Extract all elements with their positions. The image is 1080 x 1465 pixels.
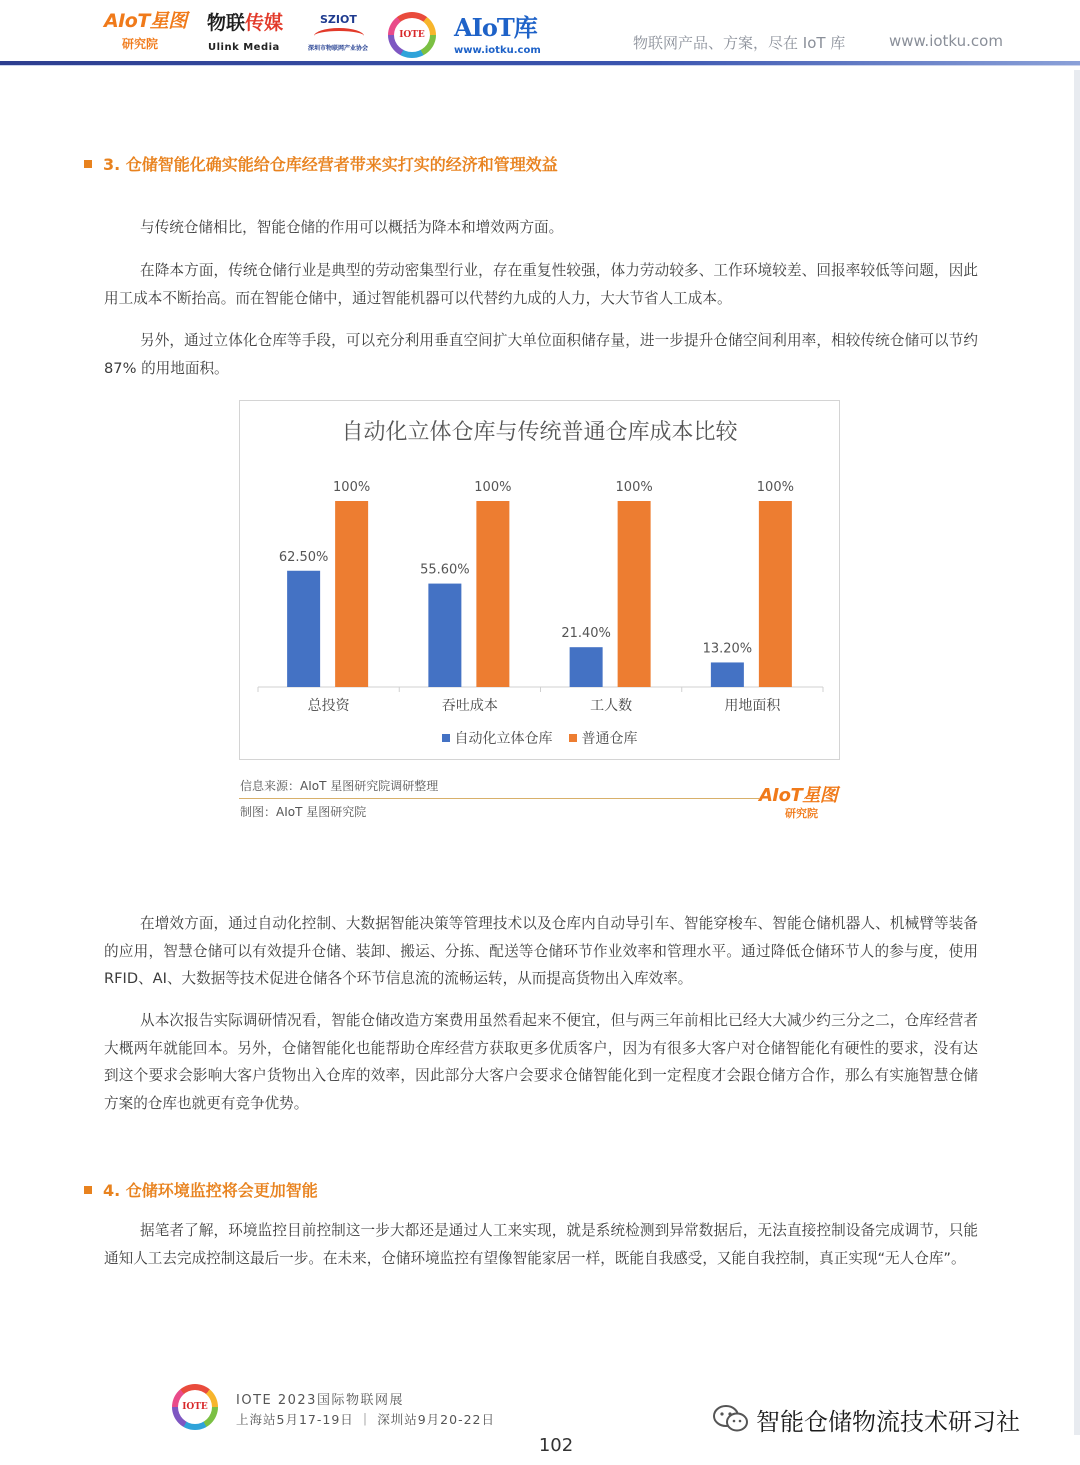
bar-traditional (476, 501, 509, 687)
paragraph: 与传统仓储相比，智能仓储的作用可以概括为降本和增效两方面。 (140, 219, 564, 236)
chart-title: 自动化立体仓库与传统普通仓库成本比较 (341, 420, 738, 445)
bar-value-label: 100% (756, 480, 794, 495)
bar-value-label: 100% (333, 480, 371, 495)
section-4-heading-text: 4. 仓储环境监控将会更加智能 (103, 1181, 318, 1200)
aiotku-logo-url: www.iotku.com (454, 45, 541, 56)
aiotku-logo-text: AIoT库 (454, 13, 537, 42)
iote-footer-logo (172, 1384, 218, 1430)
footer-expo-dates: 上海站5月17-19日 ｜ 深圳站9月20-22日 (236, 1412, 495, 1427)
section-3-heading-text: 3. 仓储智能化确实能给仓库经营者带来实打实的经济和管理效益 (103, 155, 558, 174)
legend-label: 普通仓库 (581, 731, 638, 747)
ulink-logo-subtext: Ulink Media (208, 42, 280, 53)
ulink-logo-text: 物联传媒 (207, 12, 284, 34)
chart-source (239, 777, 840, 823)
aiot-star-logo-subtext: 研究院 (122, 37, 159, 51)
bar-automated (711, 662, 744, 687)
aiotku-logo (452, 12, 542, 56)
legend-swatch-blue-icon (442, 734, 450, 742)
aiot-star-small-logo-subtext: 研究院 (785, 807, 818, 820)
bar-value-label: 100% (474, 480, 512, 495)
sziot-logo-subtext: 深圳市物联网产业协会 (308, 45, 369, 52)
bar-value-label: 62.50% (278, 549, 329, 565)
legend-label: 自动化立体仓库 (454, 731, 553, 747)
sziot-logo-text: SZIOT (320, 13, 357, 26)
bar-automated (287, 571, 320, 687)
sziot-swoosh-icon (314, 28, 364, 44)
bar-automated (428, 584, 461, 687)
cost-comparison-chart (239, 400, 840, 760)
bar-value-label: 100% (615, 480, 653, 495)
iote-footer-logo-text: IOTE (178, 1390, 212, 1424)
paragraph: 在降本方面，传统仓储行业是典型的劳动密集型行业，存在重复性较强，体力劳动较多、工作环境较差、回报率较低等问题，因此用工成本不断抬高。而在智能仓储中，通过智能机器可以代替约九成的人力，大大节省人工成本。 (104, 262, 978, 307)
paragraph: 据笔者了解，环境监控目前控制这一步大都还是通过人工来实现，就是系统检测到异常数据后，无法直接控制设备完成调节，只能通知人工去完成控制这最后一步。在未来，仓储环境监控有望像智能家居一样，既能自我感受，又能自我控制，真正实现“无人仓库”。 (104, 1222, 978, 1267)
chart-legend (240, 728, 839, 748)
footer-expo-title: IOTE 2023国际物联网展 (236, 1393, 404, 1408)
header-url-link[interactable]: www.iotku.com (889, 32, 1003, 50)
legend-item (569, 728, 638, 748)
x-tick-label: 吞吐成本 (441, 698, 498, 714)
chart-credit-text: 制图：AIoT 星图研究院 (240, 805, 367, 819)
page-edge-shadow (1074, 70, 1080, 1435)
heading-square-icon (84, 160, 92, 168)
bar-traditional (618, 501, 651, 687)
bar-automated (570, 647, 603, 687)
paragraph: 另外，通过立体化仓库等手段，可以充分利用垂直空间扩大单位面积储存量，进一步提升仓储空间利用率，相较传统仓储可以节约 87% 的用地面积。 (104, 332, 978, 377)
aiot-star-small-logo (759, 781, 845, 823)
ulink-media-logo (207, 12, 291, 56)
x-tick-label: 总投资 (307, 698, 350, 714)
bar-traditional (759, 501, 792, 687)
section-4-heading (84, 1178, 318, 1201)
page-header (0, 0, 1080, 68)
x-tick-label: 工人数 (590, 698, 633, 714)
chart-source-text: 信息来源：AIoT 星图研究院调研整理 (240, 779, 439, 793)
paragraph: 在增效方面，通过自动化控制、大数据智能决策等管理技术以及仓库内自动导引车、智能穿梭车、智能仓储机器人、机械臂等装备的应用，智慧仓储可以有效提升仓储、装卸、搬运、分拣、配送等仓储环节作业效率和管理水平。通过降低仓储环节人的参与度，使用 RFID、AI、大数据等技术促进仓储各个环节信息流的流畅运转，从而提高货物出入库效率。 (104, 915, 978, 987)
header-tagline: 物联网产品、方案，尽在 IoT 库 (633, 34, 846, 52)
aiot-star-logo (100, 12, 192, 56)
iote-logo-text: IOTE (394, 18, 430, 52)
aiot-star-small-logo-text: AIoT星图 (759, 785, 838, 806)
page-number: 102 (538, 1435, 574, 1456)
bar-value-label: 13.20% (702, 641, 753, 657)
legend-swatch-orange-icon (569, 734, 577, 742)
wechat-watermark: 智能仓储物流技术研习社 (756, 1408, 1020, 1436)
aiot-star-logo-text: AIoT星图 (104, 10, 187, 32)
source-divider (239, 798, 759, 799)
paragraph: 从本次报告实际调研情况看，智能仓储改造方案费用虽然看起来不便宜，但与两三年前相比已经大大减少约三分之二，仓库经营者大概两年就能回本。另外，仓储智能化也能帮助仓库经营方获取更多优质客户，因为有很多大客户对仓储智能化有硬性的要求，没有达到这个要求会影响大客户货物出入仓库的效率，因此部分大客户会要求仓储智能化到一定程度才会跟仓储方合作，那么有实施智慧仓储方案的仓库也就更有竞争优势。 (104, 1012, 978, 1112)
x-tick-label: 用地面积 (724, 698, 781, 714)
heading-square-icon (84, 1186, 92, 1194)
wechat-icon (712, 1404, 750, 1434)
header-rule-thin (0, 65, 1080, 66)
bar-value-label: 55.60% (420, 562, 470, 578)
bar-traditional (335, 501, 368, 687)
section-3-heading (84, 152, 558, 175)
bar-value-label: 21.40% (561, 626, 611, 642)
legend-item (442, 728, 553, 748)
iote-logo (388, 12, 436, 58)
sziot-logo (308, 12, 372, 56)
chart-plot (240, 401, 841, 761)
